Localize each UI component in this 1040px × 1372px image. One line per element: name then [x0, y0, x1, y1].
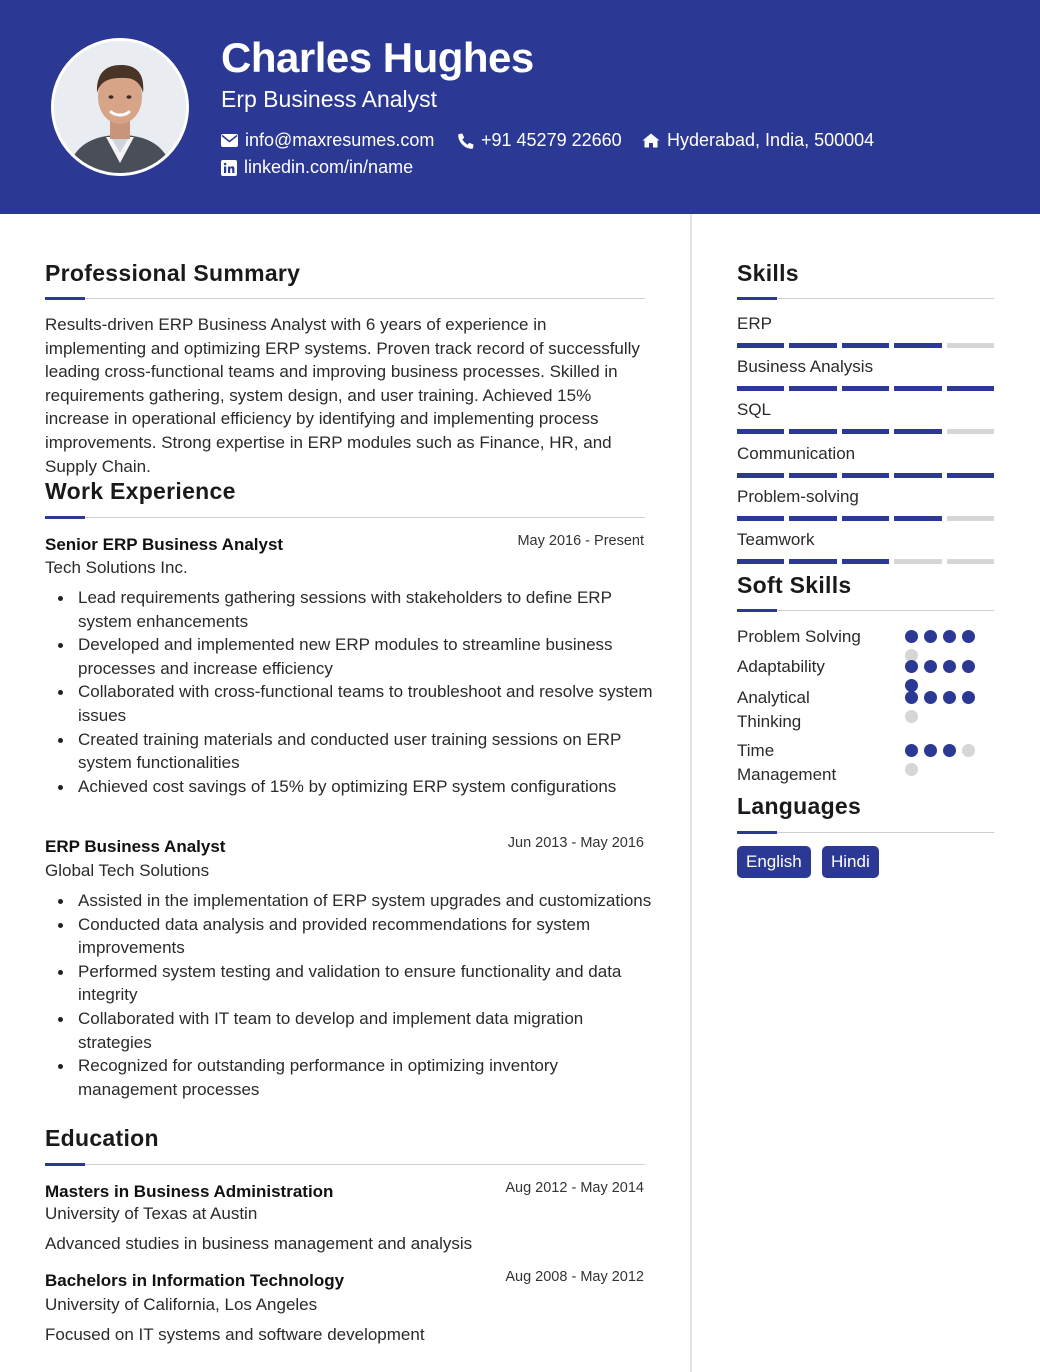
soft-skill-name: Analytical Thinking: [737, 688, 810, 731]
skill-level-segment: [842, 473, 889, 478]
education-dates: Aug 2012 - May 2014: [505, 1180, 644, 1196]
rating-dot: [943, 660, 956, 673]
language-badge: English: [737, 846, 811, 878]
job-bullets: [78, 586, 653, 798]
skill-level-bar: [737, 429, 994, 434]
soft-skill-rating: [905, 691, 977, 723]
skill-level-segment: [737, 473, 784, 478]
job-title: Senior ERP Business Analyst: [45, 535, 284, 554]
skill-level-segment: [947, 516, 994, 521]
rating-dot: [943, 744, 956, 757]
email-text: info@maxresumes.com: [245, 130, 435, 150]
section-divider: [737, 298, 994, 299]
rating-dot: [943, 630, 956, 643]
skill-level-segment: [737, 516, 784, 521]
list-item: Collaborated with cross-functional teams to troubleshoot and resolve system issues: [78, 680, 653, 727]
skill-level-segment: [842, 429, 889, 434]
skill-name: Teamwork: [737, 530, 815, 549]
soft-skill-rating: [905, 630, 977, 662]
section-divider: [45, 298, 645, 299]
section-divider: [45, 1164, 645, 1165]
list-item: Achieved cost savings of 15% by optimizing ERP system configurations: [78, 775, 653, 799]
resume-header: [0, 0, 1040, 214]
list-item: Created training materials and conducted user training sessions on ERP system functionalities: [78, 728, 653, 775]
rating-dot: [962, 691, 975, 704]
skill-level-segment: [947, 429, 994, 434]
skill-level-segment: [842, 386, 889, 391]
soft-skills-heading: Soft Skills: [737, 572, 852, 598]
list-item: Collaborated with IT team to develop and implement data migration strategies: [78, 1007, 653, 1054]
skills-heading: Skills: [737, 260, 799, 286]
section-divider: [45, 517, 645, 518]
rating-dot: [962, 660, 975, 673]
list-item: Assisted in the implementation of ERP system upgrades and customizations: [78, 889, 653, 913]
skill-level-segment: [737, 386, 784, 391]
skill-level-segment: [842, 343, 889, 348]
education-school: University of Texas at Austin: [45, 1204, 258, 1223]
list-item: Recognized for outstanding performance in optimizing inventory management processes: [78, 1054, 653, 1101]
job-company: Tech Solutions Inc.: [45, 558, 188, 577]
skill-level-segment: [789, 559, 836, 564]
soft-skill-name: Problem Solving: [737, 627, 861, 646]
skill-level-segment: [947, 559, 994, 564]
skill-level-segment: [894, 343, 941, 348]
rating-dot: [905, 691, 918, 704]
skill-level-segment: [894, 473, 941, 478]
education-degree: Bachelors in Information Technology: [45, 1271, 345, 1290]
envelope-icon: [221, 134, 238, 147]
phone-icon: [458, 133, 474, 149]
skill-name: Communication: [737, 443, 856, 463]
rating-dot: [905, 744, 918, 757]
rating-dot: [962, 630, 975, 643]
skill-name: ERP: [737, 314, 772, 333]
soft-skill-name: Adaptability: [737, 657, 825, 676]
job-dates: May 2016 - Present: [517, 533, 644, 549]
skill-level-segment: [947, 473, 994, 478]
skill-level-segment: [947, 386, 994, 391]
phone-text: +91 45279 22660: [481, 130, 622, 150]
skill-level-bar: [737, 473, 994, 478]
section-divider: [737, 610, 994, 611]
job-dates: Jun 2013 - May 2016: [507, 835, 644, 851]
candidate-title: Erp Business Analyst: [221, 86, 438, 112]
skill-level-bar: [737, 386, 994, 391]
skill-level-segment: [737, 559, 784, 564]
job-bullets: [78, 889, 653, 1101]
summary-text: Results-driven ERP Business Analyst with 6 years of experience in implementing and optimizing ERP systems. Proven track record of successfully leading cross-functional teams and improving business processes. Skilled in requirements gathering, system design, and user training. Achieved 15% increase in operational efficiency by identifying and implementing process improvements. Strong expertise in ERP modules such as Finance, HR, and Supply Chain.: [45, 315, 640, 476]
skill-level-segment: [947, 343, 994, 348]
rating-dot: [924, 660, 937, 673]
job-company: Global Tech Solutions: [45, 861, 210, 880]
skill-level-segment: [789, 473, 836, 478]
skill-level-bar: [737, 343, 994, 348]
list-item: Lead requirements gathering sessions with stakeholders to define ERP system enhancements: [78, 586, 653, 633]
list-item: Performed system testing and validation to ensure functionality and data integrity: [78, 960, 653, 1007]
education-school: University of California, Los Angeles: [45, 1295, 318, 1314]
section-divider: [737, 832, 994, 833]
education-description: Focused on IT systems and software development: [45, 1325, 425, 1344]
skill-name: SQL: [737, 400, 772, 420]
linkedin-text: linkedin.com/in/name: [244, 157, 414, 177]
education-heading: Education: [45, 1125, 159, 1151]
rating-dot: [924, 744, 937, 757]
contact-phone[interactable]: [458, 130, 622, 151]
location-text: Hyderabad, India, 500004: [667, 130, 875, 150]
job-title: ERP Business Analyst: [45, 837, 226, 856]
skill-level-segment: [894, 429, 941, 434]
rating-dot: [905, 630, 918, 643]
experience-heading: Work Experience: [45, 478, 236, 504]
skill-level-segment: [789, 386, 836, 391]
column-divider: [690, 214, 692, 1372]
skill-level-segment: [894, 559, 941, 564]
contact-location: [642, 130, 874, 151]
skill-level-segment: [737, 343, 784, 348]
skill-level-segment: [789, 516, 836, 521]
skill-level-segment: [842, 559, 889, 564]
profile-photo: [54, 41, 186, 173]
linkedin-icon: [221, 160, 237, 176]
language-badge: Hindi: [822, 846, 879, 878]
skill-level-bar: [737, 559, 994, 564]
skill-name: Business Analysis: [737, 357, 874, 377]
education-degree: Masters in Business Administration: [45, 1182, 334, 1201]
rating-dot: [924, 691, 937, 704]
skill-level-segment: [789, 343, 836, 348]
rating-dot: [924, 630, 937, 643]
soft-skill-rating: [905, 660, 977, 692]
contact-email[interactable]: [221, 130, 434, 151]
skill-level-segment: [842, 516, 889, 521]
languages-heading: Languages: [737, 793, 862, 819]
soft-skill-rating: [905, 744, 977, 776]
education-description: Advanced studies in business management and analysis: [45, 1234, 473, 1253]
skill-name: Problem-solving: [737, 486, 859, 506]
candidate-name: Charles Hughes: [221, 34, 534, 81]
home-icon: [642, 133, 660, 148]
skill-level-segment: [894, 516, 941, 521]
avatar: [51, 38, 189, 176]
skill-level-bar: [737, 516, 994, 521]
rating-dot: [905, 763, 918, 776]
list-item: Conducted data analysis and provided recommendations for system improvements: [78, 913, 653, 960]
summary-heading: Professional Summary: [45, 260, 301, 286]
rating-dot: [943, 691, 956, 704]
rating-dot: [905, 710, 918, 723]
rating-dot: [905, 660, 918, 673]
skill-level-segment: [789, 429, 836, 434]
skill-level-segment: [894, 386, 941, 391]
contact-linkedin[interactable]: [221, 157, 413, 178]
soft-skill-name: Time Management: [737, 741, 837, 784]
skill-level-segment: [737, 429, 784, 434]
list-item: Developed and implemented new ERP modules to streamline business processes and increase efficiency: [78, 633, 653, 680]
education-dates: Aug 2008 - May 2012: [505, 1269, 644, 1285]
rating-dot: [962, 744, 975, 757]
